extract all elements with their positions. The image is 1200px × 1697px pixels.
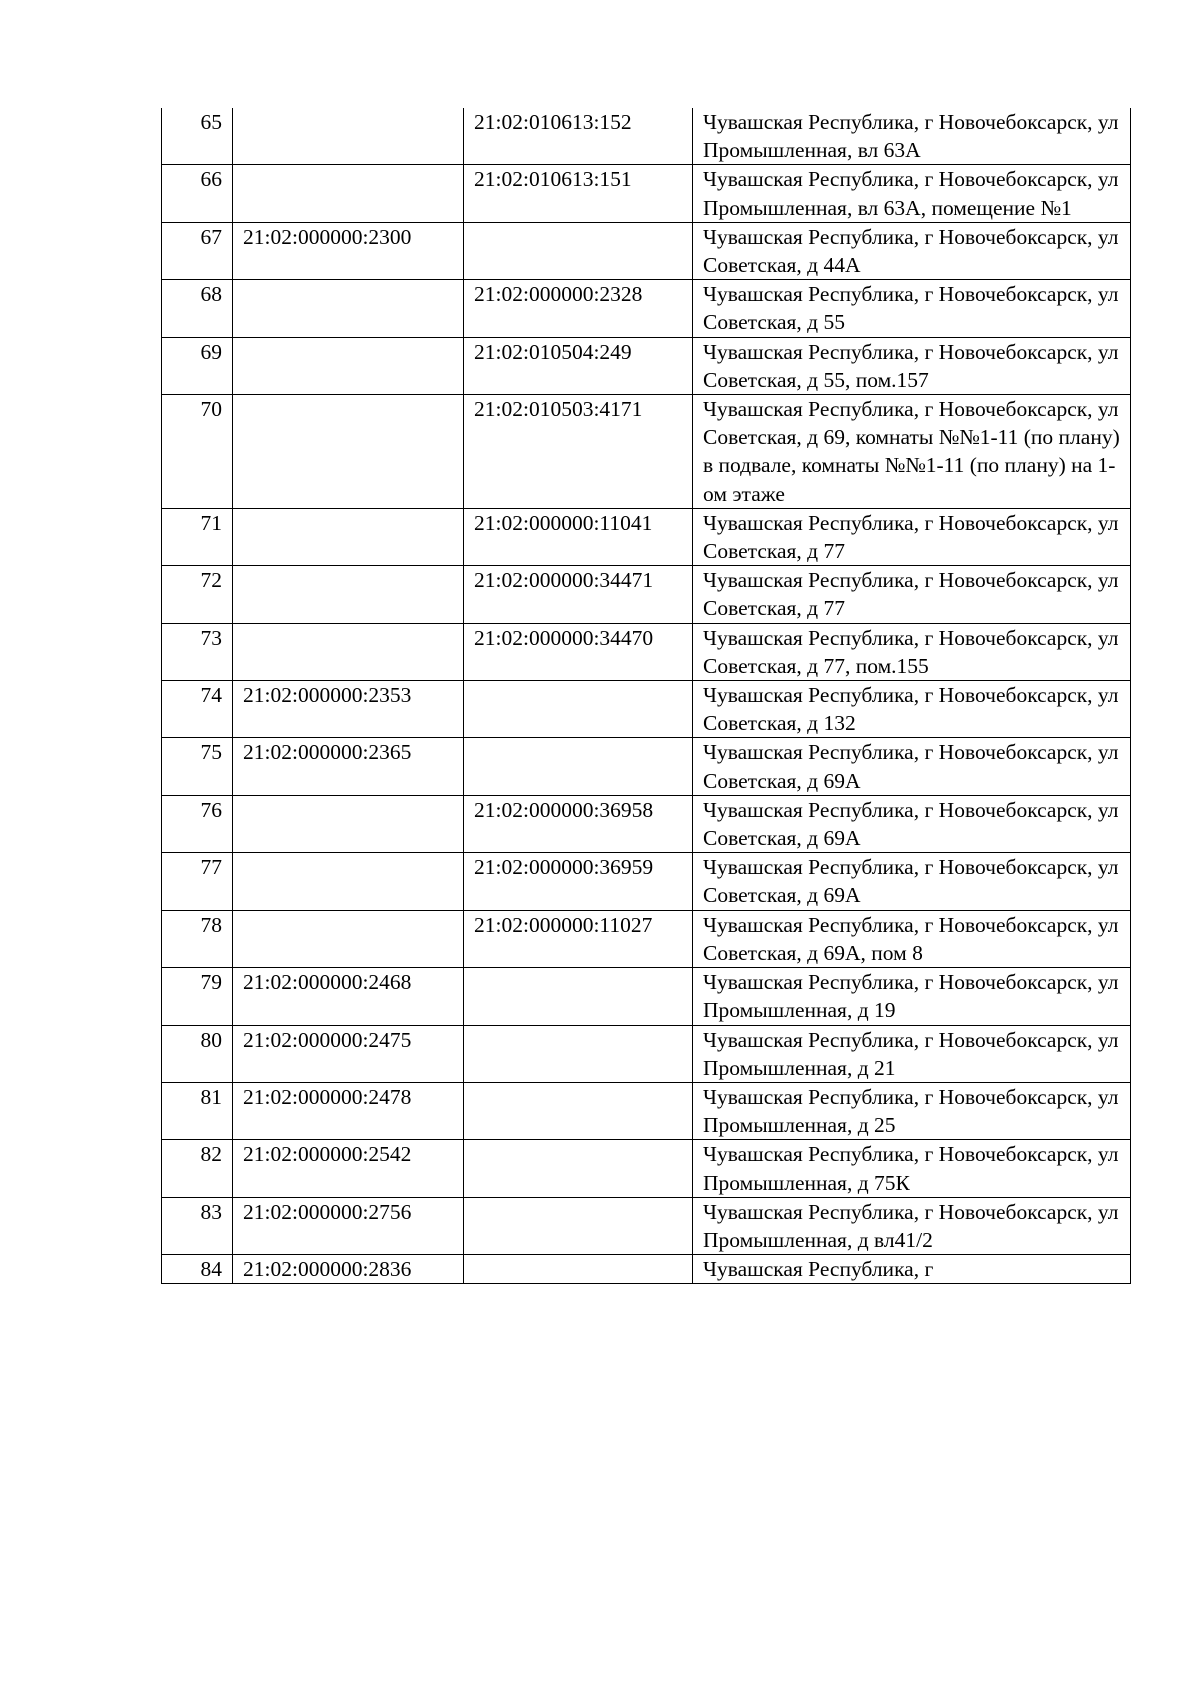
table-row (162, 337, 1131, 394)
cadastral-number-cell: 21:02:000000:2542 (233, 1140, 464, 1197)
cadastral-number-cell (233, 795, 464, 852)
address-cell: Чувашская Республика, г Новочебоксарск, ул Советская, д 55, пом.157 (693, 337, 1131, 394)
address-cell: Чувашская Республика, г Новочебоксарск, ул Советская, д 69А (693, 853, 1131, 910)
table-row (162, 623, 1131, 680)
table-row (162, 853, 1131, 910)
table-row (162, 566, 1131, 623)
object-cadastral-number-cell: 21:02:000000:34470 (464, 623, 693, 680)
row-number-cell: 77 (162, 853, 233, 910)
row-number-cell: 73 (162, 623, 233, 680)
table-row (162, 1082, 1131, 1139)
object-cadastral-number-cell: 21:02:000000:2328 (464, 280, 693, 337)
table-row (162, 738, 1131, 795)
object-cadastral-number-cell: 21:02:000000:11027 (464, 910, 693, 967)
table-row (162, 395, 1131, 509)
row-number-cell: 69 (162, 337, 233, 394)
cadastral-number-cell: 21:02:000000:2836 (233, 1255, 464, 1284)
row-number-cell: 78 (162, 910, 233, 967)
row-number-cell: 66 (162, 165, 233, 222)
cadastral-number-cell (233, 108, 464, 165)
address-cell: Чувашская Республика, г Новочебоксарск, ул Советская, д 69А (693, 738, 1131, 795)
address-cell: Чувашская Республика, г Новочебоксарск, ул Советская, д 132 (693, 681, 1131, 738)
table-row (162, 968, 1131, 1025)
cadastral-number-cell: 21:02:000000:2353 (233, 681, 464, 738)
table-row (162, 222, 1131, 279)
row-number-cell: 72 (162, 566, 233, 623)
address-cell: Чувашская Республика, г Новочебоксарск, ул Советская, д 77 (693, 508, 1131, 565)
cadastral-number-cell (233, 337, 464, 394)
object-cadastral-number-cell: 21:02:010613:151 (464, 165, 693, 222)
address-cell: Чувашская Республика, г Новочебоксарск, ул Советская, д 44А (693, 222, 1131, 279)
address-cell: Чувашская Республика, г Новочебоксарск, ул Советская, д 69А (693, 795, 1131, 852)
row-number-cell: 84 (162, 1255, 233, 1284)
cadastral-number-cell: 21:02:000000:2300 (233, 222, 464, 279)
table-row (162, 165, 1131, 222)
object-cadastral-number-cell (464, 1140, 693, 1197)
object-cadastral-number-cell: 21:02:010613:152 (464, 108, 693, 165)
cadastral-number-cell (233, 508, 464, 565)
registry-table (161, 108, 1131, 1284)
object-cadastral-number-cell (464, 1255, 693, 1284)
cadastral-number-cell: 21:02:000000:2365 (233, 738, 464, 795)
address-cell: Чувашская Республика, г Новочебоксарск, ул Советская, д 69А, пом 8 (693, 910, 1131, 967)
cadastral-number-cell (233, 566, 464, 623)
row-number-cell: 75 (162, 738, 233, 795)
row-number-cell: 70 (162, 395, 233, 509)
address-cell: Чувашская Республика, г Новочебоксарск, ул Промышленная, д 21 (693, 1025, 1131, 1082)
table-row (162, 108, 1131, 165)
row-number-cell: 76 (162, 795, 233, 852)
table-row (162, 795, 1131, 852)
cadastral-number-cell: 21:02:000000:2468 (233, 968, 464, 1025)
address-cell: Чувашская Республика, г Новочебоксарск, ул Советская, д 77 (693, 566, 1131, 623)
table-row (162, 280, 1131, 337)
object-cadastral-number-cell (464, 1025, 693, 1082)
row-number-cell: 68 (162, 280, 233, 337)
row-number-cell: 79 (162, 968, 233, 1025)
address-cell: Чувашская Республика, г (693, 1255, 1131, 1284)
address-cell: Чувашская Республика, г Новочебоксарск, ул Советская, д 69, комнаты №№1-11 (по плану) в подвале, комнаты №№1-11 (по плану) на 1-ом этаже (693, 395, 1131, 509)
row-number-cell: 71 (162, 508, 233, 565)
object-cadastral-number-cell: 21:02:000000:36959 (464, 853, 693, 910)
object-cadastral-number-cell (464, 738, 693, 795)
object-cadastral-number-cell (464, 1197, 693, 1254)
table-row (162, 681, 1131, 738)
object-cadastral-number-cell: 21:02:000000:36958 (464, 795, 693, 852)
cadastral-number-cell: 21:02:000000:2475 (233, 1025, 464, 1082)
object-cadastral-number-cell (464, 222, 693, 279)
cadastral-number-cell (233, 395, 464, 509)
cadastral-number-cell (233, 853, 464, 910)
cadastral-number-cell (233, 165, 464, 222)
table-row (162, 1255, 1131, 1284)
address-cell: Чувашская Республика, г Новочебоксарск, ул Промышленная, д вл41/2 (693, 1197, 1131, 1254)
cadastral-number-cell (233, 910, 464, 967)
cadastral-number-cell: 21:02:000000:2756 (233, 1197, 464, 1254)
registry-table-body (162, 108, 1131, 1284)
object-cadastral-number-cell (464, 681, 693, 738)
cadastral-number-cell (233, 280, 464, 337)
object-cadastral-number-cell: 21:02:010504:249 (464, 337, 693, 394)
address-cell: Чувашская Республика, г Новочебоксарск, ул Промышленная, д 25 (693, 1082, 1131, 1139)
address-cell: Чувашская Республика, г Новочебоксарск, ул Промышленная, д 19 (693, 968, 1131, 1025)
row-number-cell: 81 (162, 1082, 233, 1139)
row-number-cell: 74 (162, 681, 233, 738)
table-row (162, 1197, 1131, 1254)
cadastral-number-cell: 21:02:000000:2478 (233, 1082, 464, 1139)
table-row (162, 1140, 1131, 1197)
object-cadastral-number-cell: 21:02:000000:34471 (464, 566, 693, 623)
object-cadastral-number-cell (464, 968, 693, 1025)
row-number-cell: 82 (162, 1140, 233, 1197)
row-number-cell: 67 (162, 222, 233, 279)
table-row (162, 1025, 1131, 1082)
address-cell: Чувашская Республика, г Новочебоксарск, ул Советская, д 55 (693, 280, 1131, 337)
table-row (162, 508, 1131, 565)
row-number-cell: 83 (162, 1197, 233, 1254)
address-cell: Чувашская Республика, г Новочебоксарск, ул Промышленная, вл 63А, помещение №1 (693, 165, 1131, 222)
address-cell: Чувашская Республика, г Новочебоксарск, ул Советская, д 77, пом.155 (693, 623, 1131, 680)
object-cadastral-number-cell (464, 1082, 693, 1139)
object-cadastral-number-cell: 21:02:010503:4171 (464, 395, 693, 509)
row-number-cell: 80 (162, 1025, 233, 1082)
row-number-cell: 65 (162, 108, 233, 165)
cadastral-number-cell (233, 623, 464, 680)
address-cell: Чувашская Республика, г Новочебоксарск, ул Промышленная, вл 63А (693, 108, 1131, 165)
table-row (162, 910, 1131, 967)
object-cadastral-number-cell: 21:02:000000:11041 (464, 508, 693, 565)
address-cell: Чувашская Республика, г Новочебоксарск, ул Промышленная, д 75К (693, 1140, 1131, 1197)
